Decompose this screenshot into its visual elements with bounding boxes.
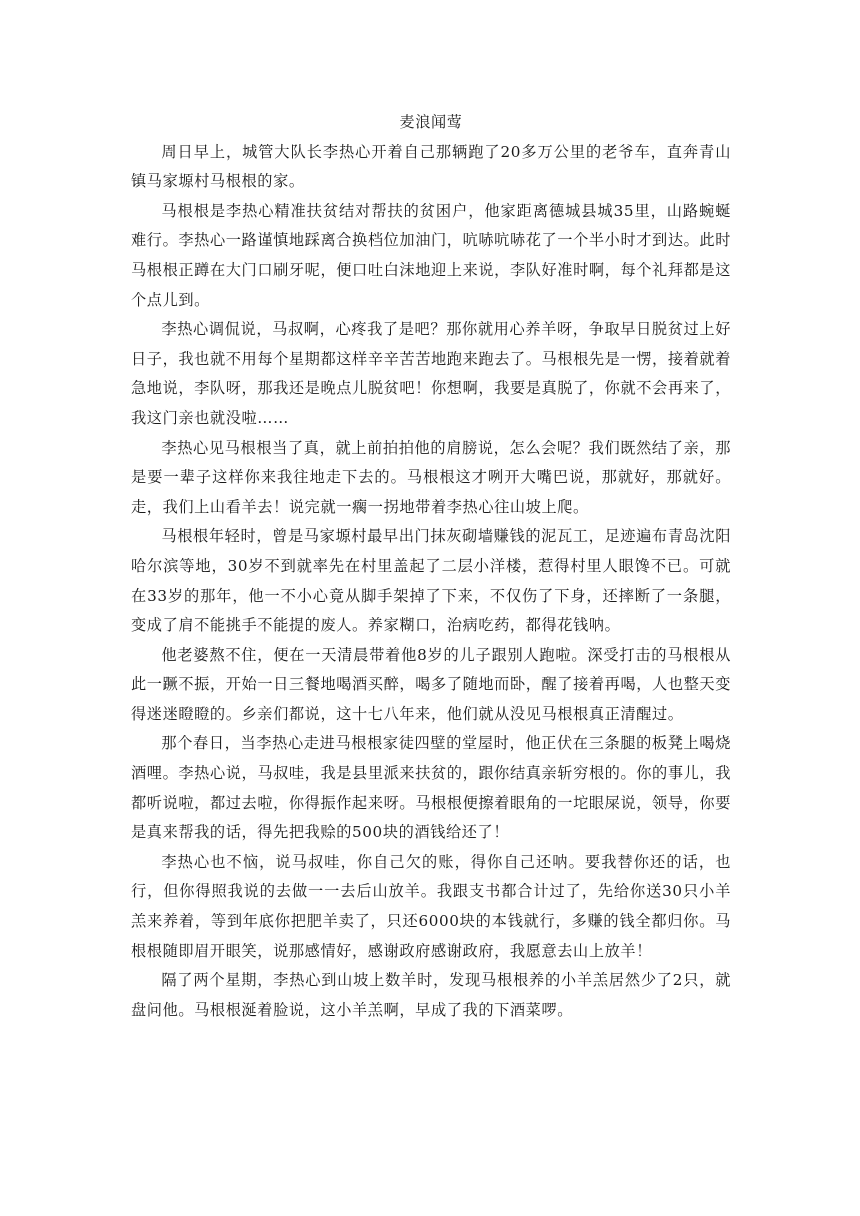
paragraph-9: 隔了两个星期，李热心到山坡上数羊时，发现马根根养的小羊羔居然少了2只，就盘问他。马根根涎着脸说，这小羊羔啊，早成了我的下酒菜啰。 (131, 971, 731, 1019)
paragraph-7: 那个春日，当李热心走进马根根家徒四壁的堂屋时，他正伏在三条腿的板凳上喝烧酒哩。李热心说，马叔哇，我是县里派来扶贫的，跟你结真亲斩穷根的。你的事儿，我都听说啦，都过去啦，你得振作起来呀。马根根便擦着眼角的一坨眼屎说，领导，你要是真来帮我的话，得先把我赊的500块的酒钱给还了！ (131, 734, 731, 842)
paragraph-3: 李热心调侃说，马叔啊，心疼我了是吧？那你就用心养羊呀，争取早日脱贫过上好日子，我也就不用每个星期都这样辛辛苦苦地跑来跑去了。马根根先是一愣，接着就着急地说，李队呀，那我还是晚点儿脱贫吧！你想啊，我要是真脱了，你就不会再来了，我这门亲也就没啦…… (131, 320, 731, 427)
paragraph-6: 他老婆熬不住，便在一天清晨带着他8岁的儿子跟别人跑啦。深受打击的马根根从此一蹶不振，开始一日三餐地喝酒买醉，喝多了随地而卧，醒了接着再喝，人也整天变得迷迷瞪瞪的。乡亲们都说，这十七八年来，他们就从没见马根根真正清醒过。 (131, 645, 731, 723)
paragraph-5: 马根根年轻时，曾是马家塬村最早出门抹灰砌墙赚钱的泥瓦工，足迹遍布青岛沈阳哈尔滨等地，30岁不到就率先在村里盖起了二层小洋楼，惹得村里人眼馋不已。可就在33岁的那年，他一不小心竟从脚手架掉了下来，不仅伤了下身，还摔断了一条腿，变成了肩不能挑手不能提的废人。养家糊口，治病吃药，都得花钱呐。 (131, 527, 731, 635)
paragraph-8: 李热心也不恼，说马叔哇，你自己欠的账，得你自己还呐。要我替你还的话，也行，但你得照我说的去做一一去后山放羊。我跟支书都合计过了，先给你送30只小羊羔来养着，等到年底你把肥羊卖了，只还6000块的本钱就行，多赚的钱全都归你。马根根随即眉开眼笑，说那感情好，感谢政府感谢政府，我愿意去山上放羊！ (131, 852, 731, 960)
paragraph-2: 马根根是李热心精准扶贫结对帮扶的贫困户，他家距离德城县城35里，山路蜿蜒难行。李热心一路谨慎地踩离合换档位加油门，吭哧吭哧花了一个半小时才到达。此时马根根正蹲在大门口刷牙呢，便口吐白沫地迎上来说，李队好准时啊，每个礼拜都是这个点儿到。 (131, 201, 731, 309)
story-title: 麦浪闻莺 (399, 113, 463, 131)
document-body (131, 108, 731, 1025)
paragraph-4: 李热心见马根根当了真，就上前拍拍他的肩膀说，怎么会呢？我们既然结了亲，那是要一辈子这样你来我往地走下去的。马根根这才咧开大嘴巴说，那就好，那就好。走，我们上山看羊去！说完就一瘸一拐地带着李热心往山坡上爬。 (131, 438, 731, 516)
paragraph-1: 周日早上，城管大队长李热心开着自己那辆跑了20多万公里的老爷车，直奔青山镇马家塬村马根根的家。 (131, 142, 731, 191)
